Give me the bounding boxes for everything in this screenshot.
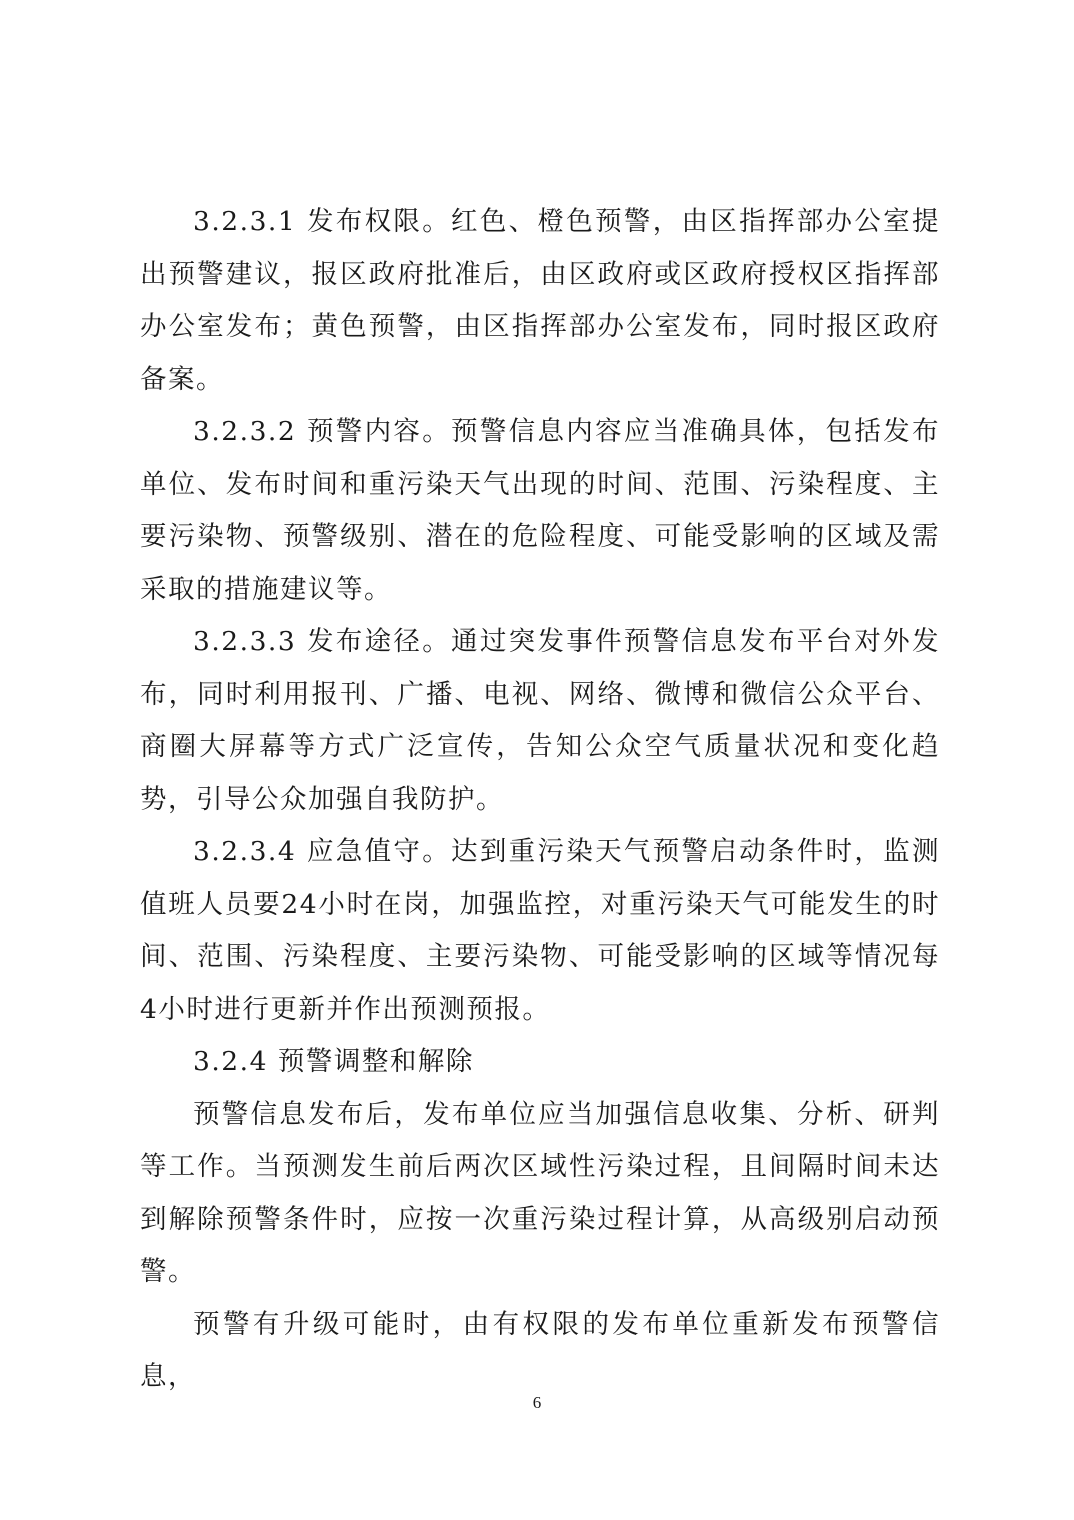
page-number: 6 (532, 1393, 542, 1412)
paragraph-3-2-3-2: 3.2.3.2 预警内容。预警信息内容应当准确具体，包括发布单位、发布时间和重污染天气出现的时间、范围、污染程度、主要污染物、预警级别、潜在的危险程度、可能受影响的区域及需采取的措施建议等。 (140, 416, 940, 605)
paragraph-3-2-3-1: 3.2.3.1 发布权限。红色、橙色预警，由区指挥部办公室提出预警建议，报区政府批准后，由区政府或区政府授权区指挥部办公室发布；黄色预警，由区指挥部办公室发布，同时报区政府备案。 (140, 206, 940, 395)
body-text (140, 196, 940, 1404)
paragraph-warning-upgrade: 预警有升级可能时，由有权限的发布单位重新发布预警信息， (140, 1308, 940, 1392)
paragraph-3-2-3-4: 3.2.3.4 应急值守。达到重污染天气预警启动条件时，监测值班人员要24小时在岗，加强监控，对重污染天气可能发生的时间、范围、污染程度、主要污染物、可能受影响的区域等情况每4小时进行更新并作出预测预报。 (140, 836, 940, 1025)
paragraph-warning-adjust: 预警信息发布后，发布单位应当加强信息收集、分析、研判等工作。当预测发生前后两次区域性污染过程，且间隔时间未达到解除预警条件时，应按一次重污染过程计算，从高级别启动预警。 (140, 1098, 940, 1287)
paragraph-3-2-3-3: 3.2.3.3 发布途径。通过突发事件预警信息发布平台对外发布，同时利用报刊、广播、电视、网络、微博和微信公众平台、商圈大屏幕等方式广泛宣传，告知公众空气质量状况和变化趋势，引导公众加强自我防护。 (140, 626, 940, 815)
section-heading-3-2-4: 3.2.4 预警调整和解除 (193, 1046, 474, 1077)
